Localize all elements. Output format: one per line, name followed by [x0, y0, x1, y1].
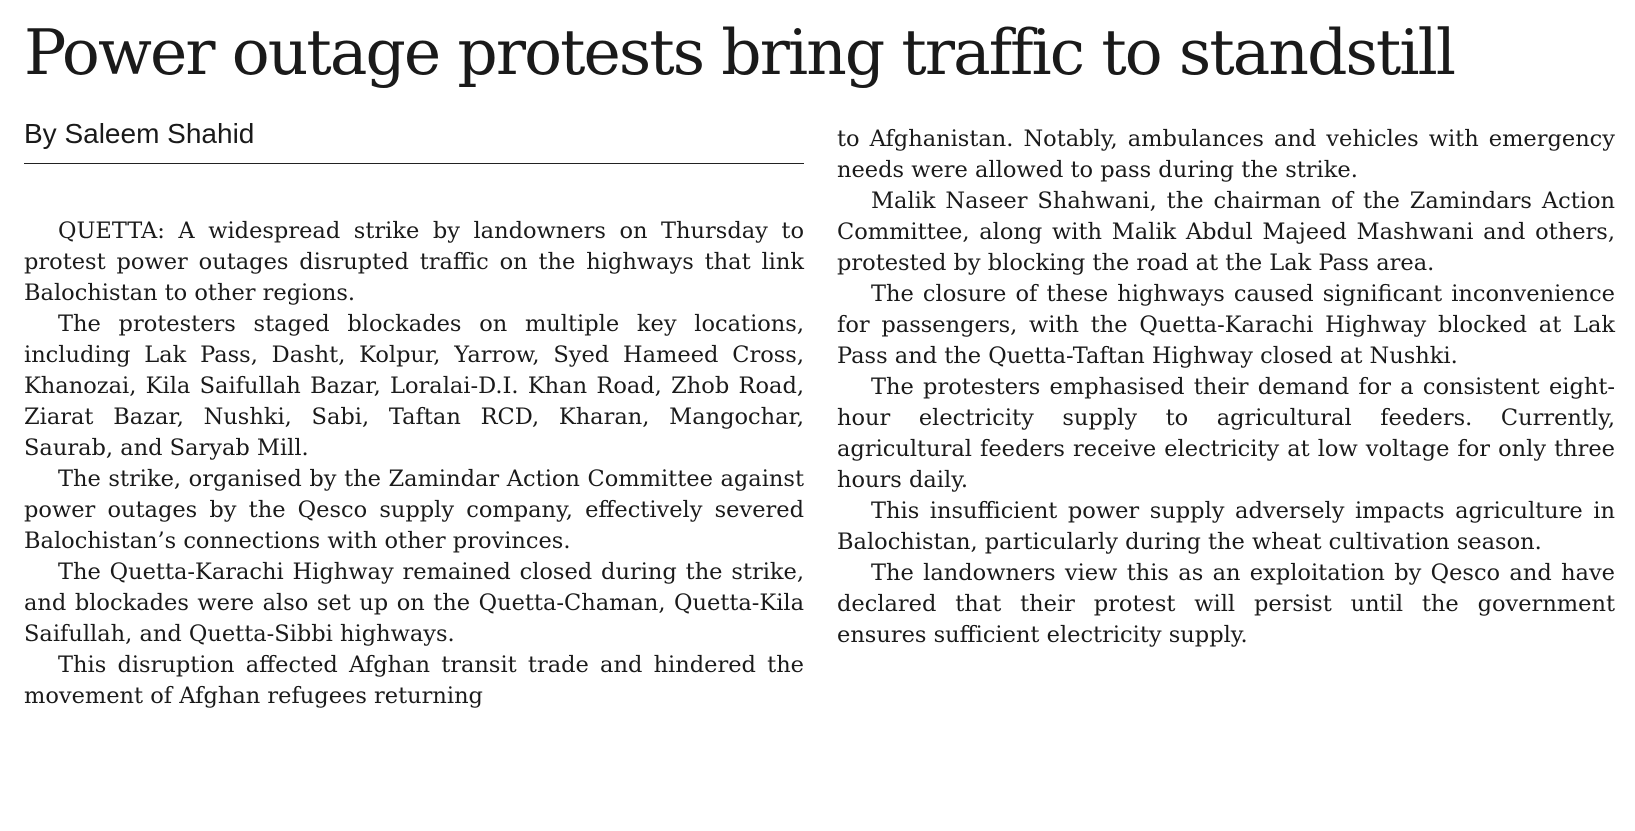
article-paragraph: This disruption affected Afghan transit trade and hindered the movement of Afghan refugees returning: [24, 652, 804, 709]
byline: By Saleem Shahid: [24, 118, 255, 149]
article-paragraph: The closure of these highways caused significant inconvenience for passengers, with the Quetta-Karachi Highway blocked at Lak Pass and the Quetta-Taftan Highway closed at Nushki.: [837, 281, 1615, 369]
article-paragraph: The Quetta-Karachi Highway remained closed during the strike, and blockades were also set up on the Quetta-Chaman, Quetta-Kila Saifullah, and Quetta-Sibbi highways.: [24, 559, 804, 647]
article-paragraph: The landowners view this as an exploitation by Qesco and have declared that their protest will persist until the government ensures sufficient electricity supply.: [837, 560, 1615, 648]
article-paragraph: The protesters staged blockades on multiple key locations, including Lak Pass, Dasht, Kolpur, Yarrow, Syed Hameed Cross, Khanozai, Kila Saifullah Bazar, Loralai-D.I. Khan Road, Zhob Road, Ziarat Bazar, Nushki, Sabi, Taftan RCD, Kharan, Mangochar, Saurab, and Saryab Mill.: [24, 311, 804, 461]
article-paragraph: The strike, organised by the Zamindar Action Committee against power outages by the Qesco supply company, effectively severed Balochistan’s connections with other provinces.: [24, 466, 804, 554]
article-paragraph: This insufficient power supply adversely impacts agriculture in Balochistan, particularly during the wheat cultivation season.: [837, 498, 1615, 555]
byline-divider: [24, 163, 804, 164]
article-paragraph: The protesters emphasised their demand for a consistent eight-hour electricity supply to agricultural feeders. Currently, agricultural feeders receive electricity at low voltage for only three hours daily.: [837, 374, 1615, 493]
article-column-left: [24, 216, 804, 712]
article-column-right: [837, 124, 1615, 651]
article-paragraph-continued: to Afghanistan. Notably, ambulances and vehicles with emergency needs were allowed to pass during the strike.: [837, 126, 1615, 183]
headline: Power outage protests bring traffic to standstill: [24, 16, 1455, 89]
article-paragraph: Malik Naseer Shahwani, the chairman of the Zamindars Action Committee, along with Malik Abdul Majeed Mashwani and others, protested by blocking the road at the Lak Pass area.: [837, 188, 1615, 276]
article-paragraph: QUETTA: A widespread strike by landowners on Thursday to protest power outages disrupted traffic on the highways that link Balochistan to other regions.: [24, 218, 804, 306]
